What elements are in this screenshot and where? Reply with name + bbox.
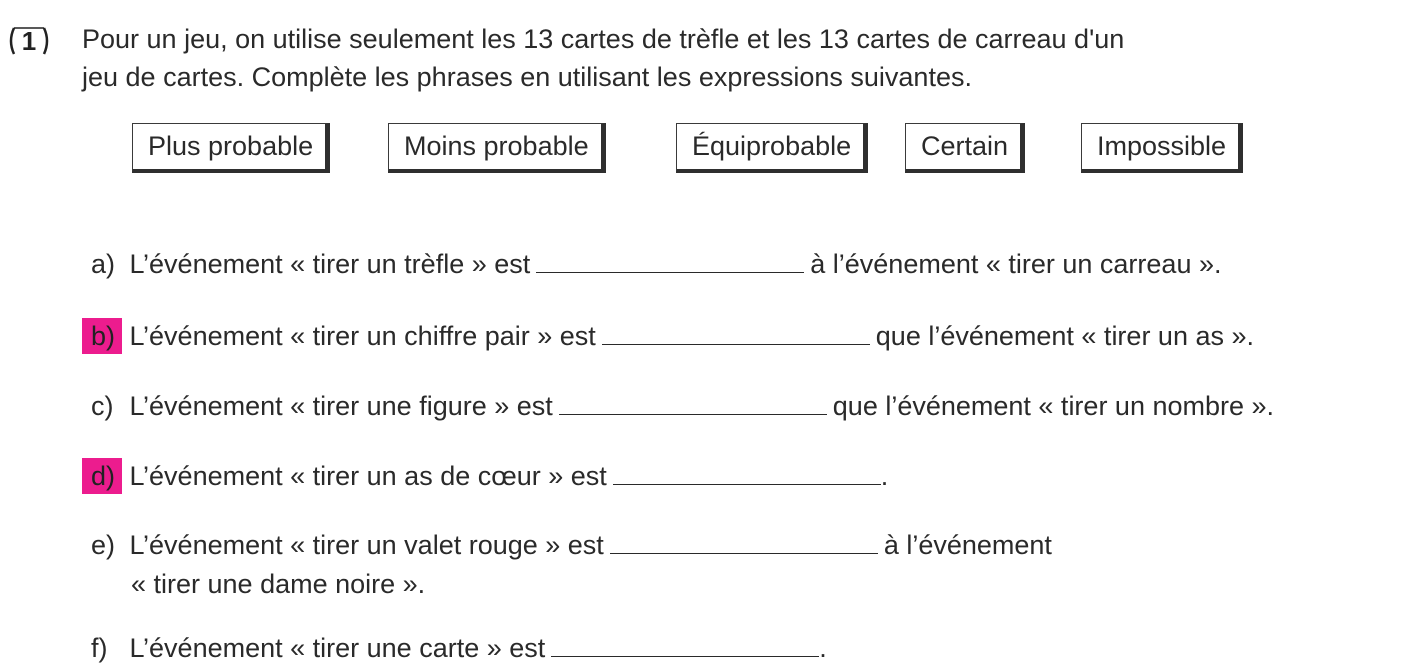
word-card-impossible: Impossible [1081, 123, 1243, 173]
answer-blank[interactable] [559, 390, 827, 415]
question-e-continuation: « tirer une dame noire ». [131, 569, 426, 599]
question-text-before: L’événement « tirer un as de cœur » est [129, 461, 607, 491]
question-text-after: . [819, 633, 827, 663]
question-text-before: L’événement « tirer une carte » est [129, 633, 546, 663]
question-label: f) [91, 633, 108, 663]
question-a [82, 246, 1221, 282]
instructions [82, 20, 1402, 96]
question-label: e) [91, 530, 116, 560]
exercise-number-text: 1 [21, 26, 37, 56]
instructions-line-1: Pour un jeu, on utilise seulement les 13 cartes de trèfle et les 13 cartes de carreau d'un [82, 24, 1125, 54]
question-text-before: L’événement « tirer une figure » est [129, 391, 553, 421]
exercise-number [6, 24, 52, 58]
question-text-before: L’événement « tirer un chiffre pair » est [129, 321, 596, 351]
question-d [82, 458, 888, 494]
answer-blank[interactable] [536, 248, 804, 273]
instructions-line-2: jeu de cartes. Complète les phrases en utilisant les expressions suivantes. [82, 62, 972, 92]
answer-blank[interactable] [602, 320, 870, 345]
question-text-after: que l’événement « tirer un nombre ». [832, 391, 1275, 421]
question-text-after: . [880, 461, 889, 491]
question-b [82, 318, 1254, 354]
question-e [82, 527, 1052, 563]
question-text-after: à l’événement [883, 530, 1052, 560]
answer-blank[interactable] [613, 460, 881, 485]
question-label: b) [82, 318, 122, 354]
word-card-equiprobable: Équiprobable [676, 123, 868, 173]
question-label: c) [91, 391, 114, 421]
question-label: d) [82, 458, 122, 494]
word-card-certain: Certain [905, 123, 1025, 173]
question-label: a) [91, 249, 116, 279]
answer-blank[interactable] [610, 529, 878, 554]
answer-blank[interactable] [551, 632, 819, 657]
question-text-after: que l’événement « tirer un as ». [875, 321, 1255, 351]
question-c [82, 388, 1274, 424]
word-card-moins-probable: Moins probable [388, 123, 606, 173]
question-f [82, 630, 827, 666]
question-text-before: L’événement « tirer un valet rouge » est [129, 530, 604, 560]
question-text-after: à l’événement « tirer un carreau ». [810, 249, 1222, 279]
question-text-before: L’événement « tirer un trèfle » est [129, 249, 531, 279]
word-card-plus-probable: Plus probable [132, 123, 330, 173]
